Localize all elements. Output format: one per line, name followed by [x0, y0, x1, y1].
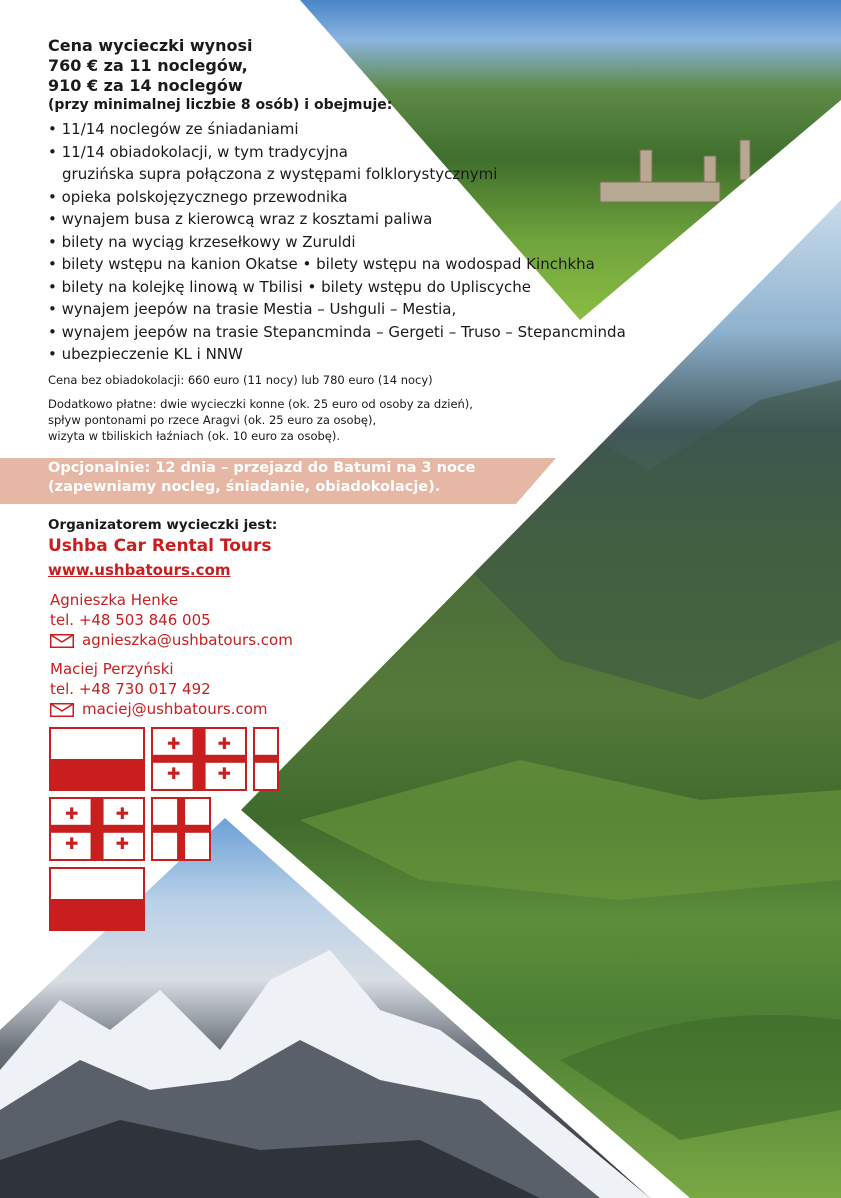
organizer-website-link[interactable]: www.ushbatours.com [48, 561, 231, 579]
list-item: • bilety wstępu na kanion Okatse • bilety wstępu na wodospad Kinchkha [48, 255, 595, 273]
contact-email-link[interactable]: maciej@ushbatours.com [82, 700, 268, 718]
list-item: • bilety na kolejkę linową w Tbilisi • bilety wstępu do Upliscyche [48, 277, 531, 296]
list-item: • opieka polskojęzycznego przewodnika [48, 187, 348, 206]
optional-offer [48, 459, 548, 497]
extra-costs-line-3: wizyta w tbiliskich łaźniach (ok. 10 euro za osobę). [48, 428, 341, 443]
list-item: • 11/14 noclegów ze śniadaniami [48, 120, 299, 138]
extra-costs-line-1: Dodatkowo płatne: dwie wycieczki konne (ok. 25 euro od osoby za dzień), [48, 396, 473, 411]
price-without-dinners: Cena bez obiadokolacji: 660 euro (11 nocy) lub 780 euro (14 nocy) [48, 372, 433, 387]
georgia-flag-icon [253, 727, 279, 791]
list-item: • bilety na wyciąg krzesełkowy w Zuruldi [48, 232, 356, 251]
poland-flag-icon [49, 867, 145, 931]
contact-email-link[interactable]: agnieszka@ushbatours.com [82, 631, 293, 649]
price-heading: Cena wycieczki wynosi [48, 36, 253, 55]
envelope-icon [50, 633, 74, 647]
contact-card [50, 590, 293, 650]
list-item: • 11/14 obiadokolacji, w tym tradycyjna [48, 142, 348, 161]
flags-collage [49, 727, 279, 959]
price-14-nights: 910 € za 14 noclegów [48, 76, 243, 95]
georgia-flag-icon: ✚ ✚ ✚ ✚ [151, 727, 247, 791]
georgia-flag-icon [151, 797, 211, 861]
organizer-label: Organizatorem wycieczki jest: [48, 517, 278, 533]
contact-card [50, 659, 268, 719]
list-item: • wynajem jeepów na trasie Stepancminda – Gergeti – Truso – Stepancminda [48, 322, 626, 341]
price-11-nights: 760 € za 11 noclegów, [48, 56, 248, 75]
organizer-name: Ushba Car Rental Tours [48, 536, 272, 556]
contact-phone: tel. +48 730 017 492 [50, 680, 211, 698]
extra-costs-line-2: spływ pontonami po rzece Aragvi (ok. 25 euro za osobę), [48, 412, 377, 427]
organizer-section [48, 516, 468, 582]
list-item: • ubezpieczenie KL i NNW [48, 345, 243, 363]
poland-flag-icon [49, 727, 145, 791]
included-list [48, 118, 626, 366]
contact-email-row [50, 699, 268, 719]
optional-line-1: Opcjonalnie: 12 dnia – przejazd do Batumi na 3 noce [48, 460, 476, 476]
list-item: • wynajem busa z kierowcą wraz z kosztami paliwa [48, 210, 433, 228]
list-item: • wynajem jeepów na trasie Mestia – Ushguli – Mestia, [48, 300, 457, 318]
georgia-flag-icon: ✚ ✚ ✚ ✚ [49, 797, 145, 861]
contact-email-row [50, 630, 293, 650]
list-item: gruzińska supra połączona z występami folklorystycznymi [62, 165, 498, 183]
envelope-icon [50, 702, 74, 716]
contact-phone: tel. +48 503 846 005 [50, 611, 211, 629]
contact-name: Maciej Perzyński [50, 660, 174, 678]
optional-line-2: (zapewniamy nocleg, śniadanie, obiadokolacje). [48, 479, 441, 495]
price-section [48, 36, 626, 444]
contact-name: Agnieszka Henke [50, 591, 179, 609]
price-condition: (przy minimalnej liczbie 8 osób) i obejmuje: [48, 97, 393, 113]
